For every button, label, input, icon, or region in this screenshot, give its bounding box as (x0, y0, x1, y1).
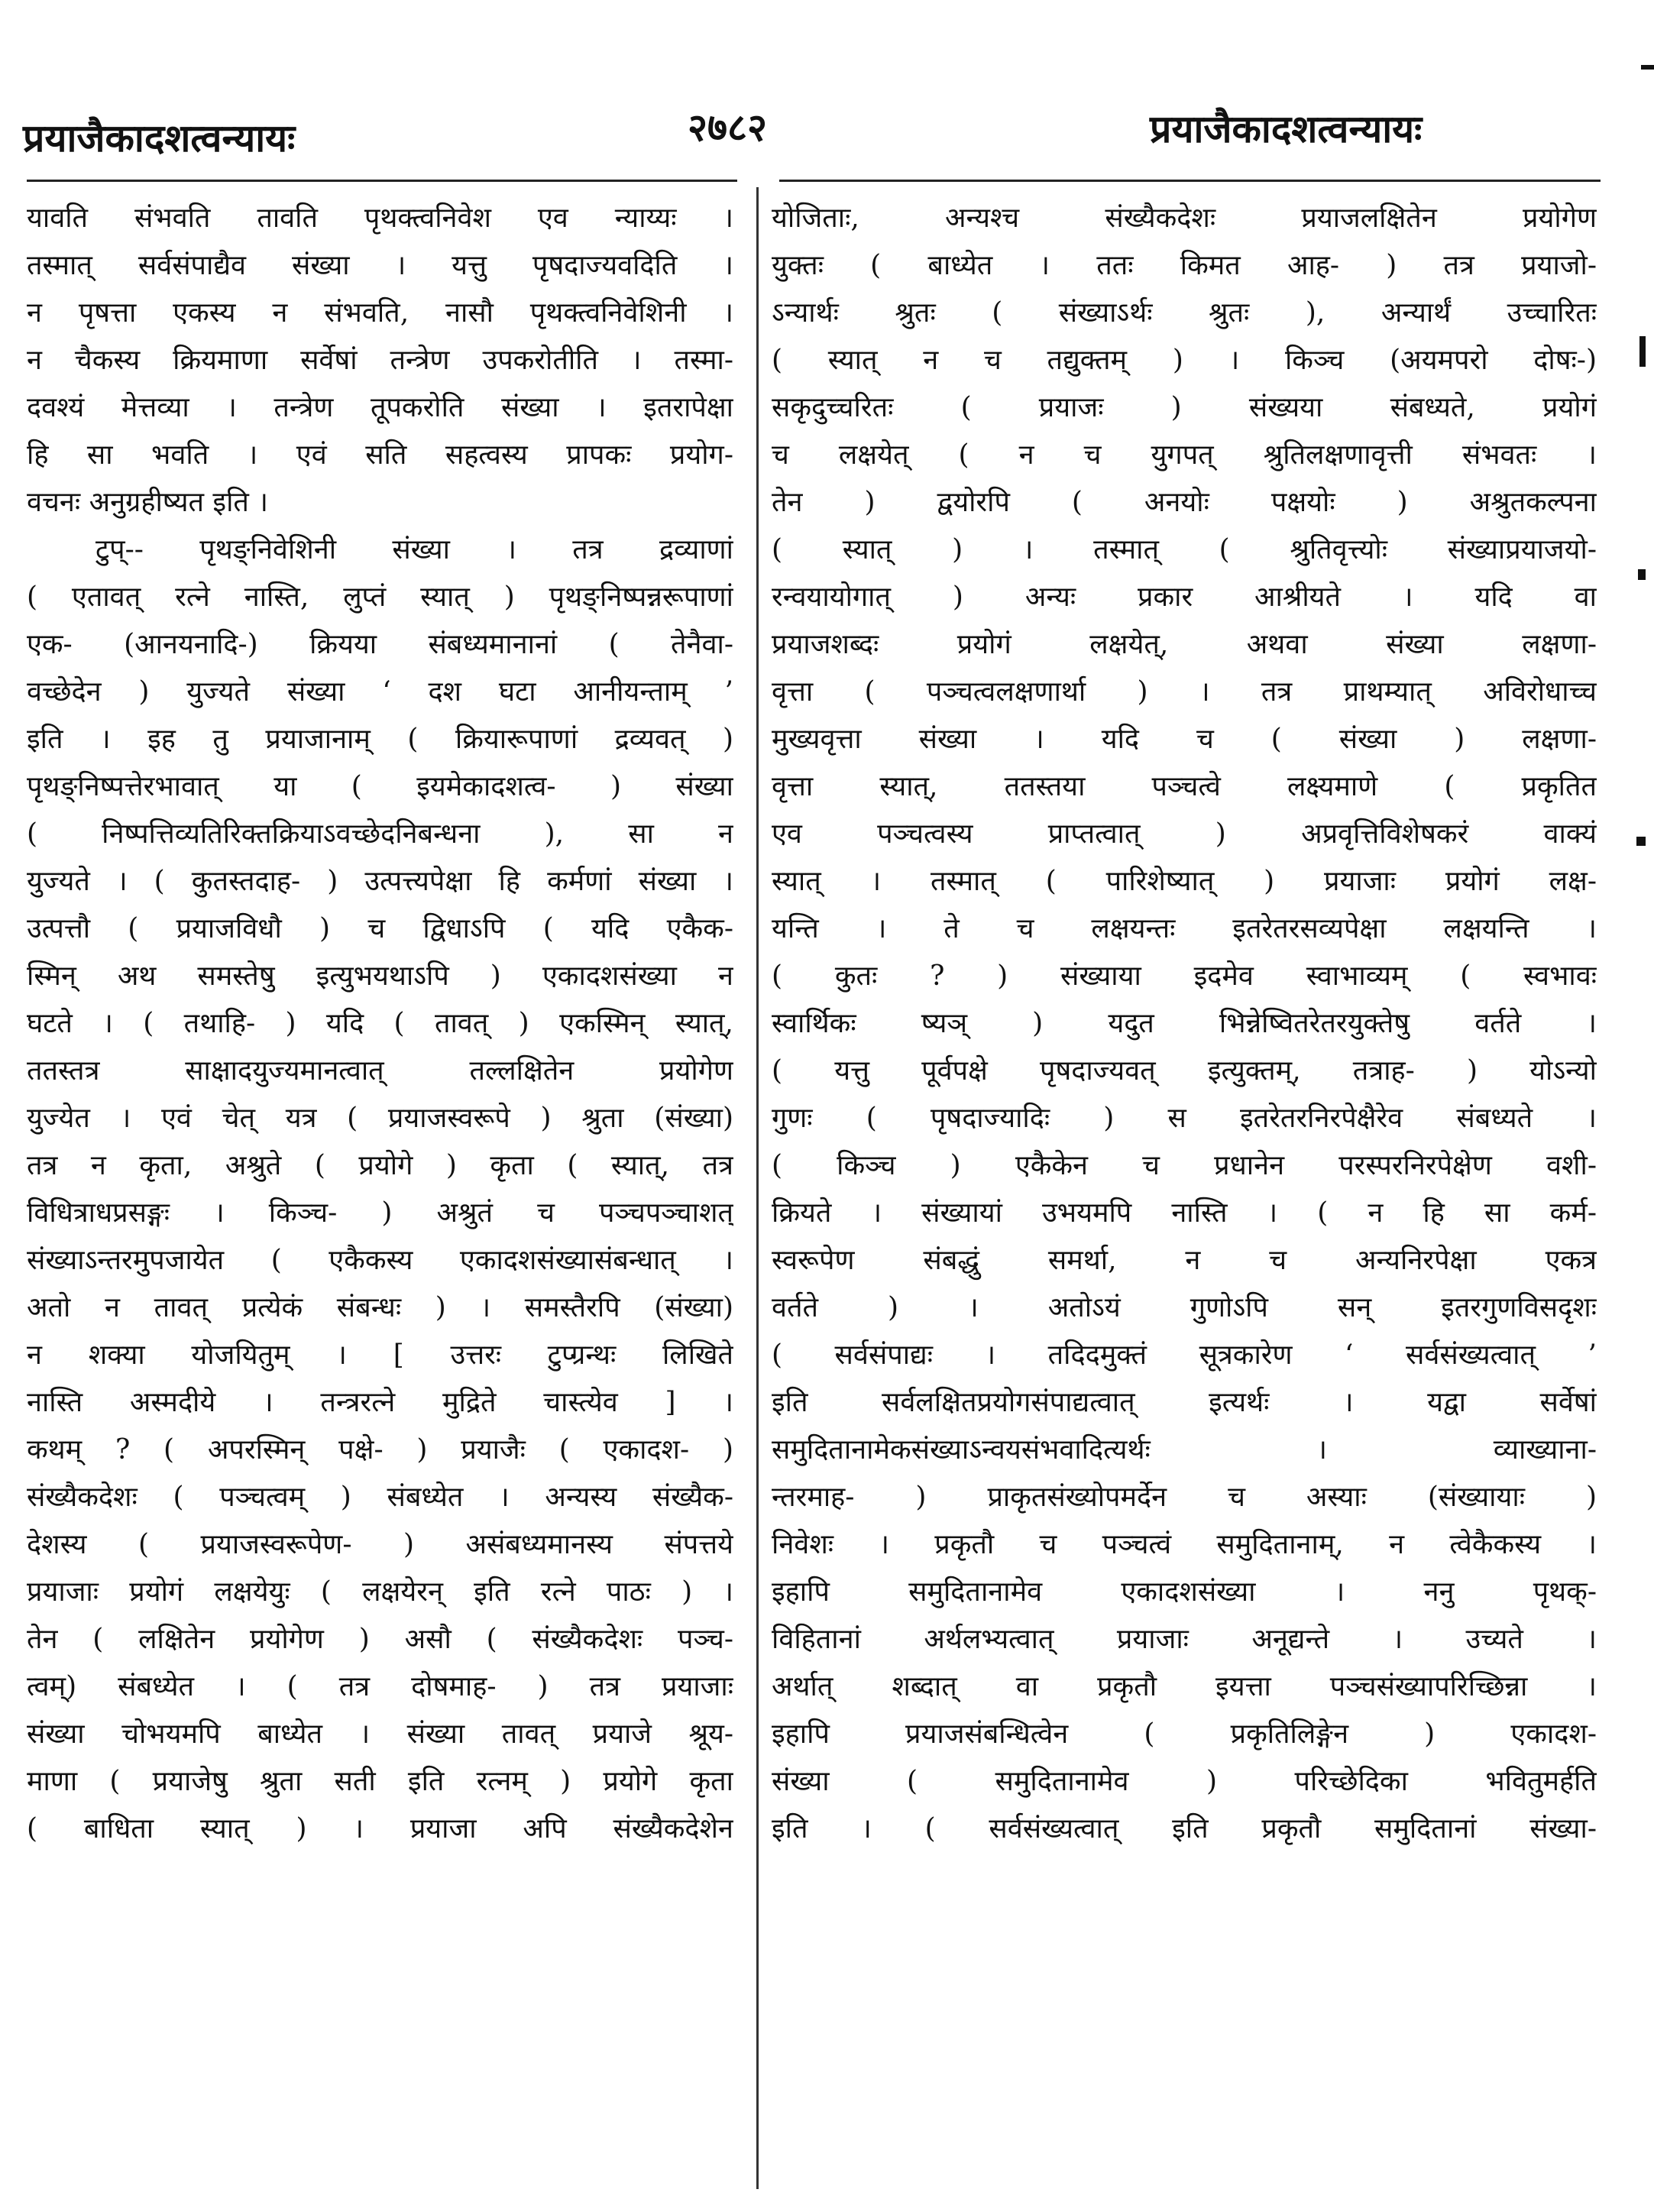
text-line: ( स्यात् ) । तस्मात् ( श्रुतिवृत्त्योः संख्याप्रयाजयो- (772, 534, 1597, 565)
text-line: संख्या चोभयमपि बाध्येत । संख्या तावत् प्रयाजे श्रूय- (27, 1718, 733, 1750)
text-line: विधित्राधप्रसङ्गः । किञ्च- ) अश्रुतं च पञ्चपञ्चाशत् (27, 1197, 733, 1229)
text-line: इति । ( सर्वसंख्यत्वात् इति प्रकृतौ समुदितानां संख्या- (772, 1813, 1597, 1844)
text-line: समुदितानामेकसंख्याऽन्वयसंभवादित्यर्थः । व्याख्याना- (772, 1434, 1597, 1465)
text-line: विहितानां अर्थलभ्यत्वात् प्रयाजाः अनूद्यन्ते । उच्यते । (772, 1624, 1597, 1655)
page-header (0, 96, 1654, 164)
text-line: त्वम्) संबध्येत । ( तत्र दोषमाह- ) तत्र प्रयाजाः (27, 1671, 733, 1702)
text-line: कथम् ? ( अपरस्मिन् पक्षे- ) प्रयाजैः ( एकादश- ) (27, 1434, 733, 1465)
text-line: ततस्तत्र साक्षादयुज्यमानत्वात् तल्लक्षितेन प्रयोगेण (27, 1055, 733, 1087)
text-line: उत्पत्तौ ( प्रयाजविधौ ) च द्विधाऽपि ( यदि एकैक- (27, 913, 733, 944)
column-separator (756, 187, 759, 2189)
text-line: इहापि समुदितानामेव एकादशसंख्या । ननु पृथक्- (772, 1576, 1597, 1608)
text-line: घटते । ( तथाहि- ) यदि ( तावत् ) एकस्मिन् स्यात्, (27, 1008, 733, 1039)
text-line: न चैकस्य क्रियमाणा सर्वेषां तन्त्रेण उपकरोतीति । तस्मा- (27, 345, 733, 376)
text-line: इति । इह तु प्रयाजानाम् ( क्रियारूपाणां द्रव्यवत् ) (27, 724, 733, 755)
header-rule-left (27, 180, 737, 182)
text-line: पृथङ्निष्पत्तेरभावात् या ( इयमेकादशत्व- ) संख्या (27, 771, 733, 802)
text-line: वच्छेदेन ) युज्यते संख्या ‘ दश घटा आनीयन्ताम् ’ (27, 676, 733, 708)
text-line: ( निष्पत्तिव्यतिरिक्तक्रियाऽवच्छेदनिबन्धना ), सा न (27, 818, 733, 850)
text-line: युज्यते । ( कुतस्तदाह- ) उत्पत्त्यपेक्षा हि कर्मणां संख्या । (27, 866, 733, 897)
header-rule-right (779, 180, 1601, 182)
text-line: ( किञ्च ) एकैकेन च प्रधानेन परस्परनिरपेक्षेण वशी- (772, 1150, 1597, 1181)
text-line: ( यत्तु पूर्वपक्षे पृषदाज्यवत् इत्युक्तम्, तत्राह- ) योऽन्यो (772, 1055, 1597, 1087)
text-line: स्यात् । तस्मात् ( पारिशेष्यात् ) प्रयाजाः प्रयोगं लक्ष- (772, 866, 1597, 897)
text-line: स्मिन् अथ समस्तेषु इत्युभयथाऽपि ) एकादशसंख्या न (27, 960, 733, 992)
text-line: स्वरूपेण संबद्धुं समर्था, न च अन्यनिरपेक्षा एकत्र (772, 1245, 1597, 1276)
page-number: २७८२ (688, 105, 767, 150)
scan-edge-mark (1639, 336, 1646, 367)
text-line: तेन ) द्वयोरपि ( अनयोः पक्षयोः ) अश्रुतकल्पना (772, 487, 1597, 518)
text-line: ( कुतः ? ) संख्याया इदमेव स्वाभाव्यम् ( स्वभावः (772, 960, 1597, 992)
text-line: प्रयाजशब्दः प्रयोगं लक्षयेत्, अथवा संख्या लक्षणा- (772, 629, 1597, 660)
text-line: न्तरमाह- ) प्राकृतसंख्योपमर्देन च अस्याः (संख्यायाः ) (772, 1482, 1597, 1513)
text-line: योजिताः, अन्यश्च संख्यैकदेशः प्रयाजलक्षितेन प्रयोगेण (772, 202, 1597, 234)
text-line: न पृषत्ता एकस्य न संभवति, नासौ पृथक्त्वनिवेशिनी । (27, 297, 733, 329)
text-line: माणा ( प्रयाजेषु श्रुता सती इति रत्नम् ) प्रयोगे कृता (27, 1766, 733, 1797)
text-line: मुख्यवृत्ता संख्या । यदि च ( संख्या ) लक्षणा- (772, 724, 1597, 755)
text-line: इति सर्वलक्षितप्रयोगसंपाद्यत्वात् इत्यर्थः । यद्वा सर्वेषां (772, 1387, 1597, 1418)
text-line: हि सा भवति । एवं सति सहत्वस्य प्रापकः प्रयोग- (27, 439, 733, 471)
text-line: वृत्ता ( पञ्चत्वलक्षणार्था ) । तत्र प्राथम्यात् अविरोधाच्च (772, 676, 1597, 708)
text-line: संख्यैकदेशः ( पञ्चत्वम् ) संबध्येत । अन्यस्य संख्यैक- (27, 1482, 733, 1513)
text-line: ( सर्वसंपाद्यः । तदिदमुक्तं सूत्रकारेण ‘ सर्वसंख्यत्वात् ’ (772, 1339, 1597, 1371)
text-line: तत्र न कृता, अश्रुते ( प्रयोगे ) कृता ( स्यात्, तत्र (27, 1150, 733, 1181)
text-line: ऽन्यार्थः श्रुतः ( संख्याऽर्थः श्रुतः ), अन्यार्थं उच्चारितः (772, 297, 1597, 329)
text-line: न शक्या योजयितुम् । [ उत्तरः टुप्ग्रन्थः लिखिते (27, 1339, 733, 1371)
text-line: ( बाधिता स्यात् ) । प्रयाजा अपि संख्यैकदेशेन (27, 1813, 733, 1844)
text-line: यन्ति । ते च लक्षयन्तः इतरेतरसव्यपेक्षा लक्षयन्ति । (772, 913, 1597, 944)
text-line: एक- (आनयनादि-) क्रियया संबध्यमानानां ( तेनैवा- (27, 629, 733, 660)
text-line: तेन ( लक्षितेन प्रयोगेण ) असौ ( संख्यैकदेशः पञ्च- (27, 1624, 733, 1655)
text-line: वचनः अनुग्रहीष्यत इति । (27, 487, 269, 518)
scan-edge-mark (1641, 65, 1654, 70)
text-line: ( स्यात् न च तद्युक्तम् ) । किञ्च (अयमपरो दोषः-) (772, 345, 1597, 376)
text-line: देशस्य ( प्रयाजस्वरूपेण- ) असंबध्यमानस्य संपत्तये (27, 1529, 733, 1560)
text-line: वृत्ता स्यात्, ततस्तया पञ्चत्वे लक्ष्यमाणे ( प्रकृतित (772, 771, 1597, 802)
text-line: दवश्यं मेत्तव्या । तन्त्रेण तूपकरोति संख्या । इतरापेक्षा (27, 392, 733, 423)
text-line: तस्मात् सर्वसंपाद्यैव संख्या । यत्तु पृषदाज्यवदिति । (27, 250, 733, 281)
running-title-left: प्रयाजैकादशत्वन्यायः (23, 115, 296, 160)
text-line: गुणः ( पृषदाज्यादिः ) स इतरेतरनिरपेक्षैरेव संबध्यते । (772, 1103, 1597, 1134)
text-line: सकृदुच्चरितः ( प्रयाजः ) संख्यया संबध्यते, प्रयोगं (772, 392, 1597, 423)
scan-edge-mark (1638, 569, 1646, 580)
scan-edge-mark (1636, 837, 1646, 846)
left-column (27, 195, 733, 1853)
text-line: निवेशः । प्रकृतौ च पञ्चत्वं समुदितानाम्, न त्वेकैकस्य । (772, 1529, 1597, 1560)
text-line: ( एतावत् रत्ने नास्ति, लुप्तं स्यात् ) पृथङ्निष्पन्नरूपाणां (27, 581, 733, 613)
text-line: युज्येत । एवं चेत् यत्र ( प्रयाजस्वरूपे ) श्रुता (संख्या) (27, 1103, 733, 1134)
text-line: रन्वयायोगात् ) अन्यः प्रकार आश्रीयते । यदि वा (772, 581, 1597, 613)
text-line: एव पञ्चत्वस्य प्राप्तत्वात् ) अप्रवृत्तिविशेषकरं वाक्यं (772, 818, 1597, 850)
text-line: नास्ति अस्मदीये । तन्त्ररत्ने मुद्रिते चास्त्येव ] । (27, 1387, 733, 1418)
text-line: यावति संभवति तावति पृथक्त्वनिवेश एव न्याय्यः । (27, 202, 733, 234)
text-line: प्रयाजाः प्रयोगं लक्षयेयुः ( लक्षयेरन् इति रत्ने पाठः ) । (27, 1576, 733, 1608)
text-line: संख्याऽन्तरमुपजायेत ( एकैकस्य एकादशसंख्यासंबन्धात् । (27, 1245, 733, 1276)
running-title-right: प्रयाजैकादशत्वन्यायः (1150, 106, 1423, 151)
text-line: इहापि प्रयाजसंबन्धित्वेन ( प्रकृतिलिङ्गेन ) एकादश- (772, 1718, 1597, 1750)
right-column (772, 195, 1597, 1853)
text-line: च लक्षयेत् ( न च युगपत् श्रुतिलक्षणावृत्ती संभवतः । (772, 439, 1597, 471)
text-line: अर्थात् शब्दात् वा प्रकृतौ इयत्ता पञ्चसंख्यापरिच्छिन्ना । (772, 1671, 1597, 1702)
text-line: संख्या ( समुदितानामेव ) परिच्छेदिका भवितुमर्हति (772, 1766, 1597, 1797)
text-line: टुप्-- पृथङ्निवेशिनी संख्या । तत्र द्रव्याणां (95, 534, 733, 565)
text-line: स्वार्थिकः ष्यञ् ) यदुत भिन्नेष्वितरेतरयुक्तेषु वर्तते । (772, 1008, 1597, 1039)
text-line: अतो न तावत् प्रत्येकं संबन्धः ) । समस्तैरपि (संख्या) (27, 1292, 733, 1323)
text-line: क्रियते । संख्यायां उभयमपि नास्ति । ( न हि सा कर्म- (772, 1197, 1597, 1229)
text-line: वर्तते ) । अतोऽयं गुणोऽपि सन् इतरगुणविसदृशः (772, 1292, 1597, 1323)
text-line: युक्तः ( बाध्येत । ततः किमत आह- ) तत्र प्रयाजो- (772, 250, 1597, 281)
